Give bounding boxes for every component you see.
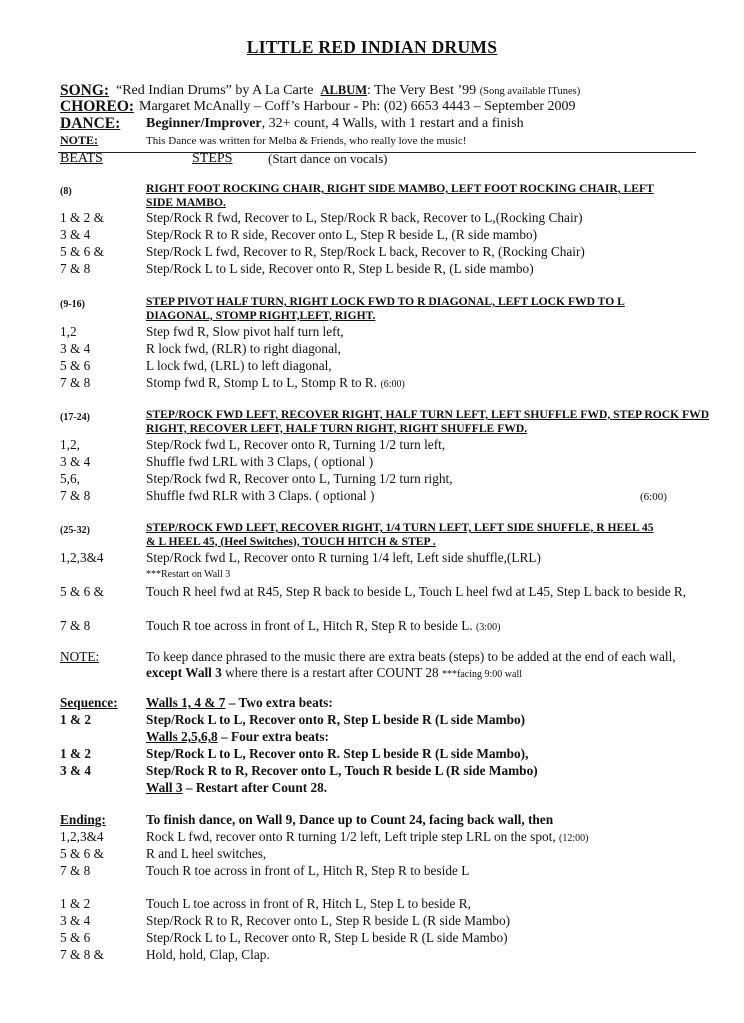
album-label: ALBUM [320, 83, 368, 97]
section-1-counts: (8) [60, 186, 72, 197]
section-3-row-1-count: 1,2, [60, 437, 80, 452]
note-section-text [146, 649, 694, 682]
song-text: “Red Indian Drums” by A La Carte [116, 83, 314, 98]
section-3-row-3-count: 5,6, [60, 471, 80, 486]
ending-row-6-step: Step/Rock L to L, Recover onto R, Step L beside R (L side Mambo) [146, 930, 508, 945]
choreo-text: Margaret McAnally – Coff’s Harbour - Ph: (02) 6653 4443 – September 2009 [139, 99, 576, 114]
walls-a-label: Walls 1, 4 & 7 [146, 695, 226, 710]
section-4-wall: (3:00) [475, 622, 501, 633]
section-4-row-3-count: 7 & 8 [60, 618, 91, 633]
ending-row-3-step: Touch R toe across in front of L, Hitch R, Step R to beside L [146, 863, 470, 878]
section-3-row-3-step: Step/Rock fwd R, Recover onto L, Turning 1/2 turn right, [146, 471, 453, 486]
ending-row-3-count: 7 & 8 [60, 863, 91, 878]
section-2-wall: (6:00) [380, 379, 405, 390]
note-text-small: ***facing 9:00 wall [442, 668, 523, 680]
dance-line [146, 116, 524, 132]
ending-row-7-step: Hold, hold, Clap, Clap. [146, 947, 270, 962]
section-2-row-4-count: 7 & 8 [60, 375, 91, 390]
section-3-heading: STEP/ROCK FWD LEFT, RECOVER RIGHT, HALF TURN LEFT, LEFT SHUFFLE FWD, STEP ROCK FWD RIGHT, RECOVER LEFT, HALF TURN RIGHT, RIGHT SHUFFLE FWD. [146, 408, 710, 435]
dance-label: DANCE: [60, 115, 121, 132]
ending-row-1-step [146, 829, 588, 847]
section-3-wall: (6:00) [640, 491, 667, 503]
section-2-heading: STEP PIVOT HALF TURN, RIGHT LOCK FWD TO R DIAGONAL, LEFT LOCK FWD TO L DIAGONAL, STOMP RIGHT,LEFT, RIGHT. [146, 295, 625, 322]
ending-row-7-count: 7 & 8 & [60, 947, 104, 962]
ending-label: Ending: [60, 812, 106, 827]
sequence-row-a-count: 1 & 2 [60, 712, 92, 727]
steps-column-header: STEPS [192, 151, 233, 166]
note-text-b: where there is a restart after COUNT 28 [221, 664, 443, 680]
section-4-counts: (25-32) [60, 525, 90, 536]
sequence-walls-b [146, 729, 329, 745]
walls-b-label: Walls 2,5,6,8 [146, 729, 218, 744]
sequence-row-b1-step: Step/Rock L to L, Recover onto R. Step L beside R (L side Mambo), [146, 746, 529, 761]
ending-wall: (12:00) [558, 833, 589, 844]
section-1-row-3-step: Step/Rock L fwd, Recover to R, Step/Rock L back, Recover to R, (Rocking Chair) [146, 244, 585, 259]
section-1-row-1-count: 1 & 2 & [60, 210, 104, 225]
section-4-row-1-step: Step/Rock fwd L, Recover onto R turning 1/4 left, Left side shuffle,(LRL) [146, 550, 541, 565]
album-note: (Song available ITunes) [479, 86, 581, 97]
section-1-row-3-count: 5 & 6 & [60, 244, 104, 259]
ending-row-2-count: 5 & 6 & [60, 846, 104, 861]
note-label: NOTE: [60, 133, 99, 147]
section-4-row-3-text: Touch R toe across in front of L, Hitch R, Step R to beside L. [146, 618, 473, 633]
walls-c-label: Wall 3 [146, 780, 183, 795]
page-title: LITTLE RED INDIAN DRUMS [246, 37, 498, 57]
section-1-row-2-count: 3 & 4 [60, 227, 91, 242]
song-line [116, 83, 580, 100]
ending-row-6-count: 5 & 6 [60, 930, 91, 945]
sequence-walls-a [146, 695, 333, 711]
sequence-walls-c [146, 780, 327, 796]
section-2-counts: (9-16) [60, 299, 85, 310]
section-3-row-2-step: Shuffle fwd LRL with 3 Claps, ( optional ) [146, 454, 374, 469]
section-2-row-1-count: 1,2 [60, 324, 77, 339]
section-2-row-2-step: R lock fwd, (RLR) to right diagonal, [146, 341, 341, 356]
section-2-row-1-step: Step fwd R, Slow pivot half turn left, [146, 324, 344, 339]
note-text: This Dance was written for Melba & Friends, who really love the music! [146, 135, 467, 147]
ending-row-2-step: R and L heel switches, [146, 846, 267, 861]
section-1-row-2-step: Step/Rock R to R side, Recover onto L, Step R beside L, (R side mambo) [146, 227, 538, 242]
choreo-label: CHOREO: [60, 98, 135, 115]
beats-column-header: BEATS [60, 151, 103, 166]
section-2-row-2-count: 3 & 4 [60, 341, 91, 356]
section-4-row-3-step [146, 618, 500, 636]
ending-row-4-step: Touch L toe across in front of R, Hitch L, Step L to beside R, [146, 896, 471, 911]
dance-level: Beginner/Improver [146, 116, 262, 131]
section-3-row-4-step: Shuffle fwd RLR with 3 Claps. ( optional ) [146, 488, 375, 503]
walls-a-desc: – Two extra beats: [225, 695, 333, 710]
section-4-row-2-count: 5 & 6 & [60, 584, 104, 599]
section-3-row-2-count: 3 & 4 [60, 454, 91, 469]
section-3-row-4-count: 7 & 8 [60, 488, 91, 503]
section-4-row-2-step: Touch R heel fwd at R45, Step R back to beside L, Touch L heel fwd at L45, Step L back to beside R, [146, 584, 687, 599]
section-2-row-4-step [146, 375, 405, 393]
ending-row-1-text: Rock L fwd, recover onto R turning 1/2 left, Left triple step LRL on the spot, [146, 829, 556, 844]
section-1-row-4-step: Step/Rock L to L side, Recover onto R, Step L beside R, (L side mambo) [146, 261, 534, 276]
section-3-row-1-step: Step/Rock fwd L, Recover onto R, Turning 1/2 turn left, [146, 437, 446, 452]
steps-hint: (Start dance on vocals) [268, 151, 388, 166]
sequence-row-b2-step: Step/Rock R to R, Recover onto L, Touch R beside L (R side Mambo) [146, 763, 538, 778]
note-text-bold: except Wall 3 [146, 664, 222, 680]
section-3-counts: (17-24) [60, 412, 90, 423]
section-2-row-3-step: L lock fwd, (LRL) to left diagonal, [146, 358, 332, 373]
section-1-row-4-count: 7 & 8 [60, 261, 91, 276]
song-label: SONG: [60, 82, 110, 99]
album-text: : The Very Best ’99 [367, 83, 477, 98]
sequence-row-a-step: Step/Rock L to L, Recover onto R, Step L beside R (L side Mambo) [146, 712, 526, 727]
ending-row-5-count: 3 & 4 [60, 913, 91, 928]
section-1-heading: RIGHT FOOT ROCKING CHAIR, RIGHT SIDE MAMBO, LEFT FOOT ROCKING CHAIR, LEFT SIDE MAMBO. [146, 182, 654, 209]
section-2-row-3-count: 5 & 6 [60, 358, 91, 373]
sequence-row-b1-count: 1 & 2 [60, 746, 92, 761]
ending-intro: To finish dance, on Wall 9, Dance up to Count 24, facing back wall, then [146, 812, 554, 827]
walls-b-desc: – Four extra beats: [217, 729, 329, 744]
section-2-row-4-text: Stomp fwd R, Stomp L to L, Stomp R to R. [146, 375, 378, 390]
restart-note: ***Restart on Wall 3 [146, 569, 231, 580]
sequence-label: Sequence: [60, 695, 118, 710]
sequence-row-b2-count: 3 & 4 [60, 763, 92, 778]
ending-row-4-count: 1 & 2 [60, 896, 91, 911]
ending-row-1-count: 1,2,3&4 [60, 829, 104, 844]
section-4-heading: STEP/ROCK FWD LEFT, RECOVER RIGHT, 1/4 TURN LEFT, LEFT SIDE SHUFFLE, R HEEL 45 & L HEEL 45, (Heel Switches), TOUCH HITCH & STEP . [146, 521, 654, 548]
note-text-a: To keep dance phrased to the music there are extra beats (steps) to be added at the end of each wall, [146, 649, 676, 664]
walls-c-desc: – Restart after Count 28. [182, 780, 328, 795]
note-section-label: NOTE: [60, 649, 100, 664]
section-4-row-1-count: 1,2,3&4 [60, 550, 104, 565]
dance-text: , 32+ count, 4 Walls, with 1 restart and a finish [261, 116, 524, 131]
ending-row-5-step: Step/Rock R to R, Recover onto L, Step R beside L (R side Mambo) [146, 913, 511, 928]
section-1-row-1-step: Step/Rock R fwd, Recover to L, Step/Rock R back, Recover to L,(Rocking Chair) [146, 210, 583, 225]
